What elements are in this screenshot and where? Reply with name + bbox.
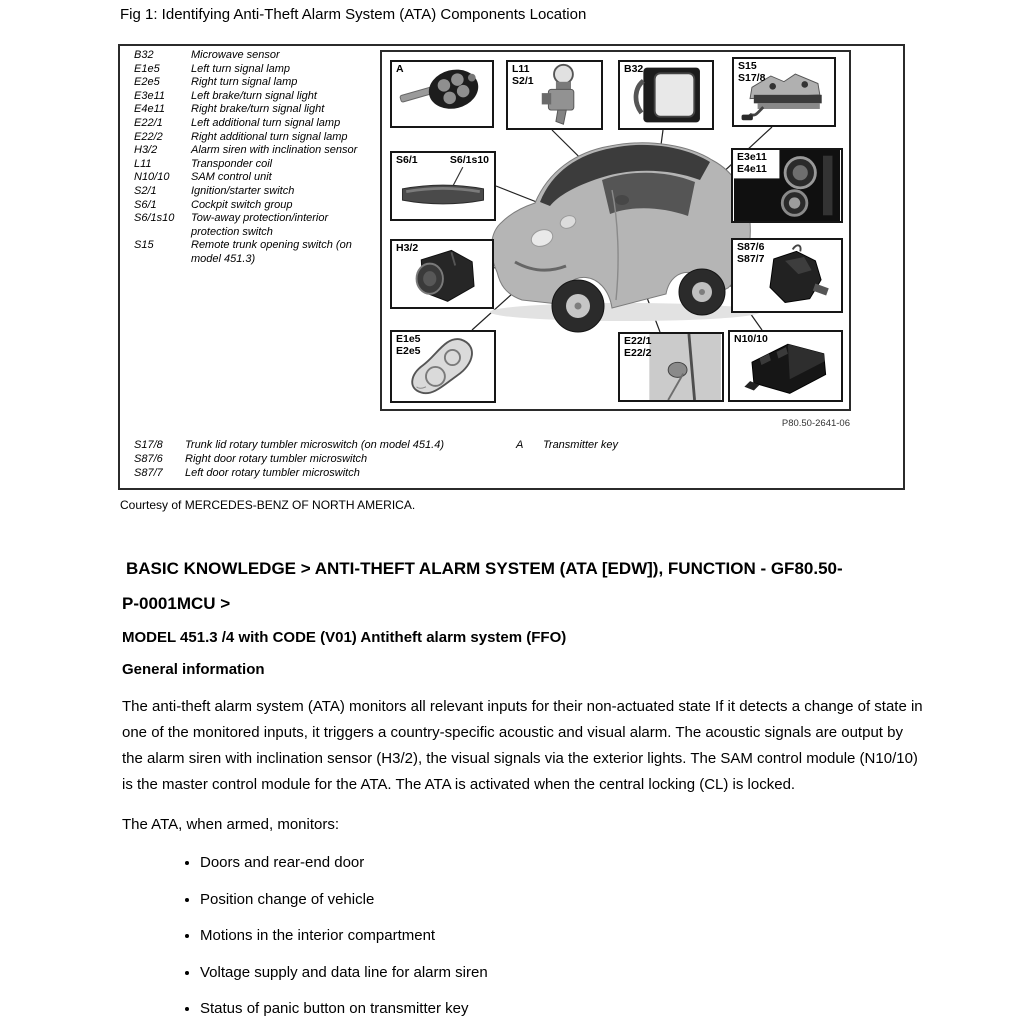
legend-code: E22/1 — [134, 116, 163, 129]
legend-code: S15 — [134, 239, 154, 252]
callout-box-tail-lamp — [731, 148, 843, 223]
legend-code: S6/1 — [134, 198, 157, 211]
callout-box-sam-control-unit — [728, 330, 843, 402]
legend-code: S87/7 — [134, 467, 163, 480]
breadcrumb-line-1: BASIC KNOWLEDGE > ANTI-THEFT ALARM SYSTEM (ATA [EDW]), FUNCTION - GF80.50- — [126, 559, 843, 578]
legend-row — [134, 131, 363, 145]
legend-row — [134, 117, 363, 131]
callout-label: N10/10 — [734, 333, 768, 345]
legend-row — [134, 90, 363, 104]
breadcrumb-heading — [122, 551, 922, 621]
callout-label: S15 S17/8 — [738, 60, 766, 84]
smart-car-illustration — [490, 143, 760, 332]
legend-code: E2e5 — [134, 76, 160, 89]
figure-legend-bottom — [134, 438, 515, 481]
list-item: • Doors and rear-end door — [200, 851, 488, 874]
legend-code: E4e11 — [134, 103, 165, 116]
legend-code: A — [516, 439, 524, 451]
legend-desc: Right door rotary tumbler microswitch — [185, 453, 368, 466]
breadcrumb-line-2: P-0001MCU > — [122, 594, 231, 613]
legend-code: H3/2 — [134, 144, 158, 157]
legend-desc: Alarm siren with inclination sensor — [191, 144, 358, 157]
legend-desc: Ignition/starter switch — [191, 184, 295, 197]
legend-code: S2/1 — [134, 184, 157, 197]
callout-label: A — [396, 63, 404, 75]
legend-desc: Remote trunk opening switch (on model 451.3) — [191, 239, 352, 265]
legend-code: E3e11 — [134, 89, 165, 102]
legend-desc: Right additional turn signal lamp — [191, 130, 348, 143]
general-information-paragraph: The anti-theft alarm system (ATA) monitors all relevant inputs for their non-actuated state If it detects a change of state in one of the monitored inputs, it triggers a country-specific acoustic and visual alarm. The acoustic signals are output by the alarm siren with inclination sensor (H3/2), the visual signals via the exterior lights. The SAM control module (N10/10) is the master control module for the ATA. The ATA is activated when the central locking (CL) is locked. — [122, 698, 923, 793]
figure-title: Fig 1: Identifying Anti-Theft Alarm System (ATA) Components Location — [120, 6, 587, 23]
callout-label: E3e11 E4e11 — [737, 151, 767, 175]
list-item: • Position change of vehicle — [200, 888, 488, 911]
figure-legend-left — [134, 49, 363, 267]
callout-label: S6/1s10 — [449, 154, 489, 166]
legend-code: B32 — [134, 49, 154, 61]
callout-label: E22/1 E22/2 — [624, 335, 652, 359]
courtesy-line: Courtesy of MERCEDES-BENZ OF NORTH AMERICA. — [120, 498, 416, 512]
list-item: • Motions in the interior compartment — [200, 924, 488, 947]
legend-row — [134, 103, 363, 117]
legend-row — [134, 185, 363, 199]
callout-label: B32 — [624, 63, 644, 75]
callout-label: S6/1 — [396, 154, 418, 166]
legend-code: E1e5 — [134, 62, 160, 75]
callout-label: E1e5 E2e5 — [396, 333, 421, 357]
legend-row — [134, 171, 363, 185]
legend-desc: Right brake/turn signal light — [191, 103, 325, 116]
legend-code: L11 — [134, 157, 152, 170]
legend-row — [134, 76, 363, 90]
callout-label: S87/6 S87/7 — [737, 241, 765, 265]
callout-box-transmitter-key — [390, 60, 494, 128]
callout-box-ignition — [506, 60, 603, 130]
legend-row — [134, 239, 363, 266]
figure-legend-transmitter-key — [516, 438, 715, 452]
legend-desc: Left turn signal lamp — [191, 62, 291, 75]
list-item: • Status of panic button on transmitter key — [200, 997, 488, 1020]
model-heading: MODEL 451.3 /4 with CODE (V01) Antitheft alarm system (FFO) — [122, 629, 567, 646]
legend-row — [134, 199, 363, 213]
legend-desc: Microwave sensor — [191, 49, 280, 61]
legend-code: S17/8 — [134, 439, 163, 451]
legend-row — [134, 212, 363, 239]
legend-desc: Trunk lid rotary tumbler microswitch (on model 451.4) — [185, 439, 444, 451]
callout-box-additional-turn-signal — [618, 332, 724, 402]
callout-box-alarm-siren — [390, 239, 494, 309]
transmitter-key-image — [392, 62, 492, 126]
legend-row — [134, 158, 363, 172]
figure-reference-number: P80.50-2641-06 — [781, 418, 850, 429]
legend-desc: Transponder coil — [191, 157, 273, 170]
legend-code: N10/10 — [134, 171, 170, 184]
legend-desc: Left door rotary tumbler microswitch — [185, 467, 360, 480]
callout-box-microwave-sensor — [618, 60, 714, 130]
legend-row — [134, 452, 515, 466]
legend-desc: Cockpit switch group — [191, 198, 293, 211]
legend-desc: Left additional turn signal lamp — [191, 116, 341, 129]
legend-desc: Transmitter key — [543, 439, 618, 451]
legend-code: S6/1s10 — [134, 212, 175, 225]
legend-row — [134, 144, 363, 158]
monitors-intro-line: The ATA, when armed, monitors: — [122, 816, 340, 833]
legend-row — [134, 63, 363, 77]
legend-code: E22/2 — [134, 130, 163, 143]
callout-box-headlamp — [390, 330, 496, 403]
legend-desc: Right turn signal lamp — [191, 76, 298, 89]
callout-box-door-microswitch — [731, 238, 843, 313]
legend-desc: Left brake/turn signal light — [191, 89, 317, 102]
legend-desc: Tow-away protection/interior protection switch — [191, 212, 329, 238]
section-heading: General information — [122, 661, 265, 678]
callout-label: L11 S2/1 — [512, 63, 534, 87]
monitored-items-list — [182, 851, 488, 1024]
callout-box-cockpit-switch — [390, 151, 496, 221]
callout-label: H3/2 — [396, 242, 419, 254]
legend-row — [134, 49, 363, 63]
legend-row — [134, 438, 515, 452]
legend-desc: SAM control unit — [191, 171, 272, 184]
callout-box-trunk-switch — [732, 57, 836, 127]
list-item: • Voltage supply and data line for alarm siren — [200, 961, 488, 984]
legend-row — [134, 466, 515, 480]
legend-code: S87/6 — [134, 453, 163, 466]
